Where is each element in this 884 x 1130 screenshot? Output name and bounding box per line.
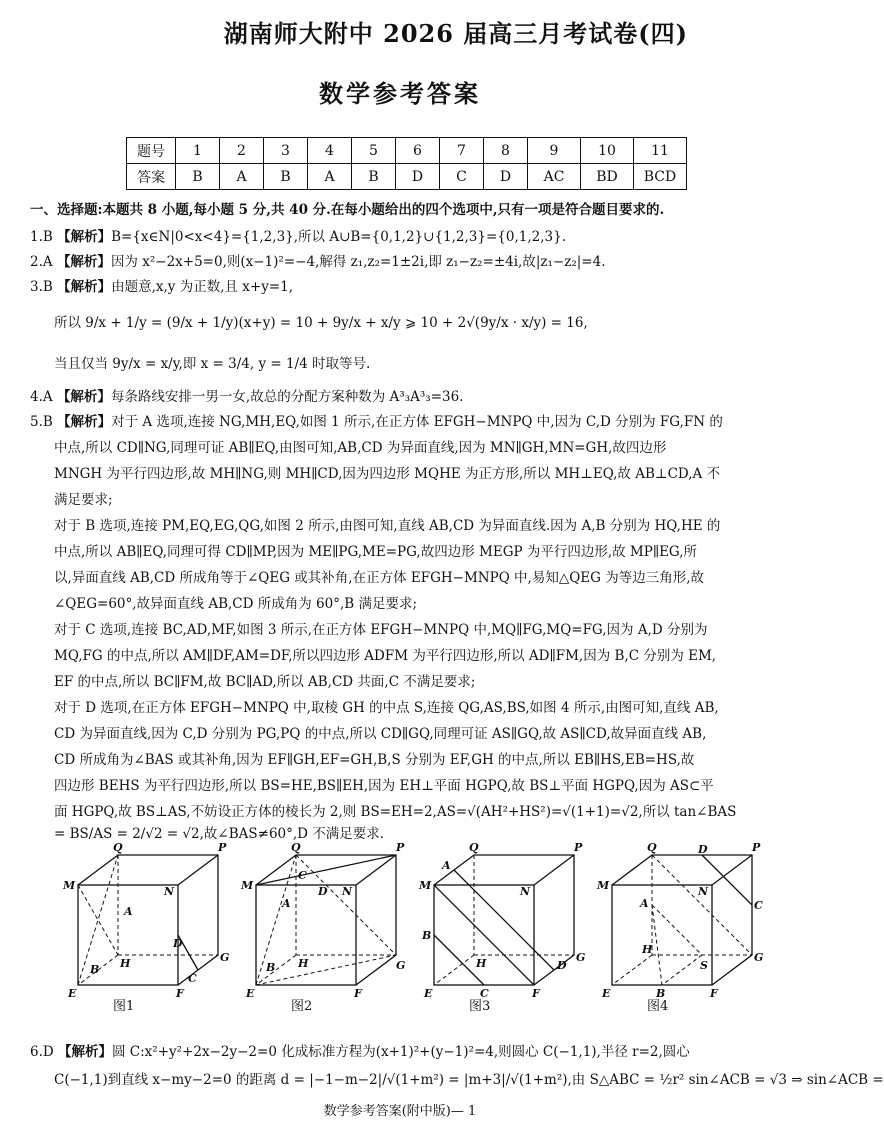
solution-tag: 【解析】 <box>57 279 112 295</box>
cube-diagram <box>236 841 406 1000</box>
solution-line <box>30 275 293 295</box>
vertex-label: Q <box>469 841 479 854</box>
solution-line <box>54 540 697 560</box>
solution-text: ∠QEG=60°,故异面直线 AB,CD 所成角为 60°,B 满足要求; <box>54 596 418 612</box>
solution-text: 中点,所以 CD∥NG,同理可证 AB∥EQ,由图可知,AB,CD 为异面直线,因为 MN∥GH,MN=GH,故四边形 <box>54 440 667 456</box>
solution-text: B={x∈N|0<x<4}={1,2,3},所以 A∪B={0,1,2}∪{1,2,3}={0,1,2,3}. <box>111 229 566 245</box>
answer-cell: C <box>440 164 484 190</box>
answer-cell: D <box>396 164 440 190</box>
answer-table-answer-row <box>127 164 687 190</box>
solution-number: 6.D <box>30 1044 54 1060</box>
solution-text: 圆 C:x²+y²+2x−2y−2=0 化成标准方程为(x+1)²+(y−1)²=4,则圆心 C(−1,1),半径 r=2,圆心 <box>112 1044 690 1060</box>
solution-line <box>30 385 463 405</box>
vertex-label: C <box>298 869 307 882</box>
answer-cell: A <box>308 164 352 190</box>
question-number: 1 <box>176 138 220 164</box>
vertex-label: B <box>656 987 666 1000</box>
solution-text: 对于 B 选项,连接 PM,EQ,EG,QG,如图 2 所示,由图可知,直线 AB,CD 为异面直线.因为 A,B 分别为 HQ,HE 的 <box>54 518 721 534</box>
vertex-label: H <box>642 943 653 956</box>
answer-cell: B <box>176 164 220 190</box>
vertex-label: P <box>218 841 227 854</box>
vertex-label: Q <box>647 841 657 854</box>
solution-line <box>54 311 588 331</box>
vertex-label: G <box>220 951 230 964</box>
solution-line <box>54 618 707 638</box>
vertex-label: G <box>396 959 406 972</box>
page-subtitle: 数学参考答案 <box>319 79 481 108</box>
vertex-label: C <box>754 899 763 912</box>
page-title: 湖南师大附中 2026 届高三月考试卷(四) <box>223 19 688 48</box>
cube-diagram <box>58 841 230 1000</box>
vertex-label: N <box>164 885 175 898</box>
solution-line <box>54 436 666 456</box>
solution-text: 面 HGPQ,故 BS⊥AS,不妨设正方体的棱长为 2,则 BS=EH=2,AS=√(AH²+HS²)=√(1+1)=√2,所以 tan∠BAS <box>54 804 737 820</box>
vertex-label: E <box>246 987 255 1000</box>
solution-tag: 【解析】 <box>58 1044 113 1060</box>
vertex-label: H <box>120 957 131 970</box>
vertex-label: E <box>68 987 77 1000</box>
vertex-label: F <box>710 987 718 1000</box>
solution-line <box>30 225 566 245</box>
vertex-label: Q <box>291 841 301 854</box>
solution-line <box>54 488 113 508</box>
solution-text: MNGH 为平行四边形,故 MH∥NG,则 MH∥CD,因为四边形 MQHE 为正方形,所以 MH⊥EQ,故 AB⊥CD,A 不 <box>54 466 721 482</box>
solution-line <box>54 696 719 716</box>
vertex-label: P <box>752 841 761 854</box>
solution-number: 5.B <box>30 414 53 430</box>
vertex-label: A <box>282 897 291 910</box>
vertex-label: A <box>640 897 649 910</box>
vertex-label: H <box>476 957 487 970</box>
solution-text: 每条路线安排一男一女,故总的分配方案种数为 A³₃A³₃=36. <box>110 389 464 405</box>
solution-text: 中点,所以 AB∥EQ,同理可得 CD∥MP,因为 ME∥PG,ME=PG,故四边形 MEGP 为平行四边形,故 MP∥EG,所 <box>54 544 698 560</box>
answer-cell: B <box>264 164 308 190</box>
answer-cell: B <box>352 164 396 190</box>
solution-text: 对于 D 选项,在正方体 EFGH−MNPQ 中,取棱 GH 的中点 S,连接 QG,AS,BS,如图 4 所示,由图可知,直线 AB, <box>54 700 719 716</box>
figure-2 <box>236 841 406 1015</box>
cube-diagram <box>414 841 586 1000</box>
vertex-label: S <box>700 959 708 972</box>
solution-line <box>54 670 475 690</box>
solution-text: C(−1,1)到直线 x−my−2=0 的距离 d = |−1−m−2|/√(1+m²) = |m+3|/√(1+m²),由 S△ABC = ½r² sin∠ACB = √3 ⇒ sin∠ACB = <box>54 1072 884 1088</box>
vertex-label: M <box>419 879 432 892</box>
vertex-label: E <box>602 987 611 1000</box>
solution-tag: 【解析】 <box>57 414 112 430</box>
vertex-label: D <box>173 937 183 950</box>
vertex-label: C <box>480 987 489 1000</box>
solution-tag: 【解析】 <box>56 389 111 405</box>
vertex-label: N <box>698 885 709 898</box>
solution-number: 1.B <box>30 229 53 245</box>
row-label-number: 题号 <box>127 138 176 164</box>
vertex-label: F <box>176 987 184 1000</box>
vertex-label: D <box>318 885 328 898</box>
figure-4 <box>592 841 764 1015</box>
question-number: 3 <box>264 138 308 164</box>
figure-caption: 图3 <box>469 999 491 1014</box>
question-number: 8 <box>484 138 528 164</box>
vertex-label: M <box>597 879 610 892</box>
vertex-label: D <box>557 959 567 972</box>
figure-row <box>58 841 764 1015</box>
vertex-label: M <box>241 879 254 892</box>
vertex-label: P <box>396 841 405 854</box>
solution-text: CD 为异面直线,因为 C,D 分别为 PG,PQ 的中点,所以 CD∥GQ,同理可证 AS∥GQ,故 AS∥CD,故异面直线 AB, <box>54 726 707 742</box>
solution-tag: 【解析】 <box>56 254 111 270</box>
section-heading: 一、选择题:本题共 8 小题,每小题 5 分,共 40 分.在每小题给出的四个选项中,只有一项是符合题目要求的. <box>30 202 665 218</box>
answer-cell: A <box>220 164 264 190</box>
answer-cell: AC <box>528 164 581 190</box>
solution-text: = BS/AS = 2/√2 = √2,故∠BAS≠60°,D 不满足要求. <box>54 826 385 842</box>
vertex-label: N <box>520 885 531 898</box>
question-number: 7 <box>440 138 484 164</box>
solution-text: 对于 A 选项,连接 NG,MH,EQ,如图 1 所示,在正方体 EFGH−MNPQ 中,因为 C,D 分别为 FG,FN 的 <box>111 414 723 430</box>
solution-line <box>54 748 694 768</box>
solution-tag: 【解析】 <box>57 229 112 245</box>
vertex-label: G <box>576 951 586 964</box>
solution-text: 满足要求; <box>54 492 113 508</box>
solution-line <box>54 722 706 742</box>
question-number: 11 <box>634 138 687 164</box>
vertex-label: N <box>342 885 353 898</box>
solution-text: CD 所成角为∠BAS 或其补角,因为 EF∥GH,EF=GH,B,S 分别为 EF,GH 的中点,所以 EB∥HS,EB=HS,故 <box>54 752 695 768</box>
solution-line <box>54 822 384 842</box>
solution-number: 4.A <box>30 389 53 405</box>
figure-1 <box>58 841 230 1015</box>
vertex-label: M <box>63 879 76 892</box>
solution-line <box>30 410 723 430</box>
answer-table-number-row <box>127 138 687 164</box>
solution-text: 所以 9/x + 1/y = (9/x + 1/y)(x+y) = 10 + 9y/x + x/y ⩾ 10 + 2√(9y/x · x/y) = 16, <box>54 315 588 331</box>
figure-3 <box>414 841 586 1015</box>
cube-diagram <box>592 841 764 1000</box>
solution-text: 因为 x²−2x+5=0,则(x−1)²=−4,解得 z₁,z₂=1±2i,即 z₁−z₂=±4i,故|z₁−z₂|=4. <box>110 254 606 270</box>
question-number: 9 <box>528 138 581 164</box>
solution-line <box>54 514 720 534</box>
solution-text: 对于 C 选项,连接 BC,AD,MF,如图 3 所示,在正方体 EFGH−MNPQ 中,MQ∥FG,MQ=FG,因为 A,D 分别为 <box>54 622 708 638</box>
question-number: 4 <box>308 138 352 164</box>
vertex-label: E <box>424 987 433 1000</box>
page-footer: 数学参考答案(附中版)— 1 <box>323 1104 477 1119</box>
solution-text: EF 的中点,所以 BC∥FM,故 BC∥AD,所以 AB,CD 共面,C 不满足要求; <box>54 674 476 690</box>
solution-line <box>54 592 417 612</box>
vertex-label: C <box>188 972 197 985</box>
figure-caption: 图2 <box>291 999 313 1014</box>
answer-cell: BD <box>581 164 634 190</box>
solution-line <box>30 1040 690 1060</box>
vertex-label: Q <box>113 841 123 854</box>
vertex-label: F <box>532 987 540 1000</box>
row-label-answer: 答案 <box>127 164 176 190</box>
solution-line <box>54 352 370 372</box>
answer-cell: BCD <box>634 164 687 190</box>
vertex-label: G <box>754 951 764 964</box>
solution-line <box>54 1068 884 1088</box>
question-number: 10 <box>581 138 634 164</box>
vertex-label: B <box>90 963 100 976</box>
question-number: 2 <box>220 138 264 164</box>
solution-number: 3.B <box>30 279 53 295</box>
solution-text: 四边形 BEHS 为平行四边形,所以 BS=HE,BS∥EH,因为 EH⊥平面 HGPQ,故 BS⊥平面 HGPQ,因为 AS⊂平 <box>54 778 714 794</box>
vertex-label: D <box>698 843 708 856</box>
solution-line <box>30 250 606 270</box>
solution-number: 2.A <box>30 254 53 270</box>
answer-cell: D <box>484 164 528 190</box>
question-number: 5 <box>352 138 396 164</box>
vertex-label: A <box>124 905 133 918</box>
vertex-label: F <box>354 987 362 1000</box>
question-number: 6 <box>396 138 440 164</box>
vertex-label: A <box>442 859 451 872</box>
vertex-label: H <box>298 957 309 970</box>
vertex-label: B <box>422 929 432 942</box>
solution-line <box>54 800 736 820</box>
figure-caption: 图4 <box>647 999 669 1014</box>
figure-caption: 图1 <box>113 999 135 1014</box>
solution-line <box>54 462 720 482</box>
solution-line <box>54 566 704 586</box>
vertex-label: P <box>574 841 583 854</box>
answer-table <box>126 137 687 190</box>
solution-text: 以,异面直线 AB,CD 所成角等于∠QEG 或其补角,在正方体 EFGH−MNPQ 中,易知△QEG 为等边三角形,故 <box>54 570 705 586</box>
solution-text: 当且仅当 9y/x = x/y,即 x = 3/4, y = 1/4 时取等号. <box>54 356 371 372</box>
solution-line <box>54 774 714 794</box>
solution-text: MQ,FG 的中点,所以 AM∥DF,AM=DF,所以四边形 ADFM 为平行四边形,所以 AD∥FM,因为 B,C 分别为 EM, <box>54 648 717 664</box>
vertex-label: B <box>266 961 276 974</box>
solution-line <box>54 644 716 664</box>
solution-text: 由题意,x,y 为正数,且 x+y=1, <box>111 279 294 295</box>
